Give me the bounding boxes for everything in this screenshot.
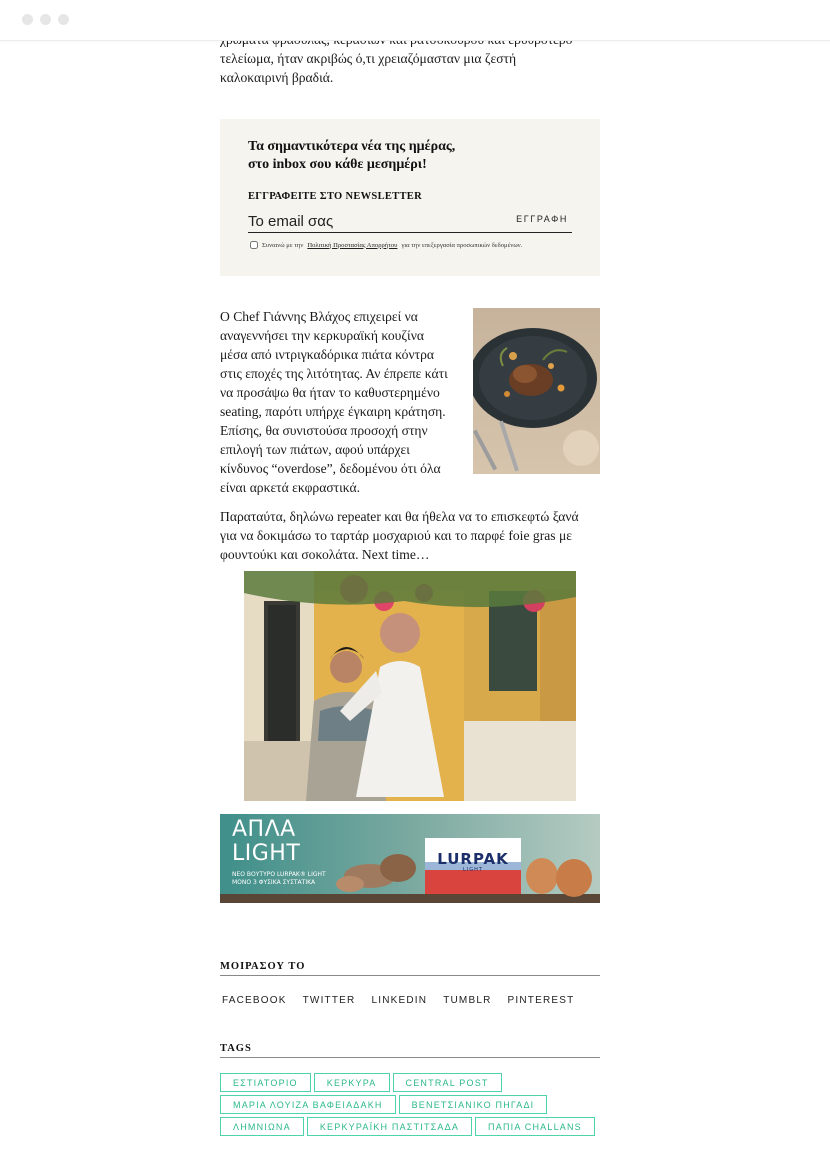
share-linkedin-link[interactable]: LINKEDIN: [371, 995, 428, 1006]
tag-item[interactable]: ΠΑΠΙΑ CHALLANS: [475, 1117, 595, 1136]
text-line: τελείωμα, ήταν ακριβώς ό,τι χρειαζόμασταν μια ζεστή: [220, 51, 517, 66]
tag-item[interactable]: ΕΣΤΙΑΤΟΡΙΟ: [220, 1073, 311, 1092]
tag-item[interactable]: ΜΑΡΙΑ ΛΟΥΙΖΑ ΒΑΦΕΙΑΔΑΚΗ: [220, 1095, 396, 1114]
share-facebook-link[interactable]: FACEBOOK: [222, 995, 287, 1006]
ad-brand-sub: LIGHT: [463, 867, 483, 873]
lurpak-ad-banner[interactable]: [220, 814, 600, 903]
email-input[interactable]: [248, 211, 498, 231]
dish-photo: [473, 308, 600, 474]
tags-list: [220, 1073, 610, 1139]
article-chef-paragraph: Ο Chef Γιάννης Βλάχος επιχειρεί να αναγεννήσει την κερκυραϊκή κουζίνα μέσα από ιντριγκαδόρικα πιάτα κόντρα στις εποχές της λιτότητας. Αν έπρεπε κάτι να προσάψω θα ήταν το καθυστερημένο seating, παρότι υπήρχε έγκαιρη κράτηση. Επίσης, θα συνιστούσα προσοχή στην επιλογή των πιάτων, αφού υπάρχει κίνδυνος “overdose”, δεδομένου ότι όλα είναι αρκετά εκφραστικά.: [220, 309, 448, 495]
newsletter-form: [248, 211, 572, 233]
ad-headline: ΑΠΛΑ LIGHT: [232, 817, 301, 866]
tag-row: [220, 1073, 610, 1092]
ad-tagline: ΝΕΟ ΒΟΥΤΥΡΟ LURPAK® LIGHT ΜΟΝΟ 3 ΦΥΣΙΚΑ ΣΥΣΤΑΤΙΚΑ: [232, 871, 326, 886]
tags-heading: TAGS: [220, 1043, 600, 1058]
newsletter-title: Τα σημαντικότερα νέα της ημέρας, στο inbox σου κάθε μεσημέρι!: [248, 139, 456, 172]
share-tumblr-link[interactable]: TUMBLR: [443, 995, 492, 1006]
tag-item[interactable]: ΛΗΜΝΙΩΝΑ: [220, 1117, 304, 1136]
subscribe-button[interactable]: ΕΓΓΡΑΦΗ: [516, 214, 568, 224]
newsletter-subtitle: ΕΓΓΡΑΦΕΙΤΕ ΣΤΟ NEWSLETTER: [248, 191, 422, 202]
window-dot-icon: [22, 14, 33, 25]
privacy-policy-link[interactable]: Πολιτική Προστασίας Απορρήτου: [307, 241, 398, 249]
window-dot-icon: [40, 14, 51, 25]
tag-item[interactable]: ΚΕΡΚΥΡΑΪΚΗ ΠΑΣΤΙΤΣΑΔΑ: [307, 1117, 472, 1136]
window-dot-icon: [58, 14, 69, 25]
chef-photo: [244, 571, 576, 801]
article-repeater-paragraph: Παραταύτα, δηλώνω repeater και θα ήθελα να το επισκεφτώ ξανά για να δοκιμάσω το ταρτάρ μοσχαριού και το παρφέ foie gras με φουντούκι και σοκολάτα. Next time…: [220, 509, 579, 562]
newsletter-box: [220, 119, 600, 276]
share-heading: ΜΟΙΡΑΣΟΥ ΤΟ: [220, 961, 600, 976]
dish-image: [473, 308, 600, 474]
share-pinterest-link[interactable]: PINTEREST: [507, 995, 575, 1006]
tag-item[interactable]: ΒΕΝΕΤΣΙΑΝΙΚΟ ΠΗΓΑΔΙ: [399, 1095, 548, 1114]
privacy-consent: Συναινώ με την Πολιτική Προστασίας Απορρήτου για την επεξεργασία προσωπικών δεδομένων.: [250, 241, 522, 249]
share-twitter-link[interactable]: TWITTER: [302, 995, 356, 1006]
tag-row: [220, 1117, 610, 1136]
chef-photo-image: [244, 571, 576, 801]
text-line: καλοκαιρινή βραδιά.: [220, 70, 334, 85]
share-links: [222, 995, 574, 1006]
browser-top-bar: [0, 0, 830, 41]
tag-item[interactable]: CENTRAL POST: [393, 1073, 502, 1092]
ad-brand: LURPAK: [437, 850, 509, 868]
tag-row: [220, 1095, 610, 1114]
tag-item[interactable]: ΚΕΡΚΥΡΑ: [314, 1073, 390, 1092]
consent-checkbox[interactable]: [250, 241, 258, 249]
